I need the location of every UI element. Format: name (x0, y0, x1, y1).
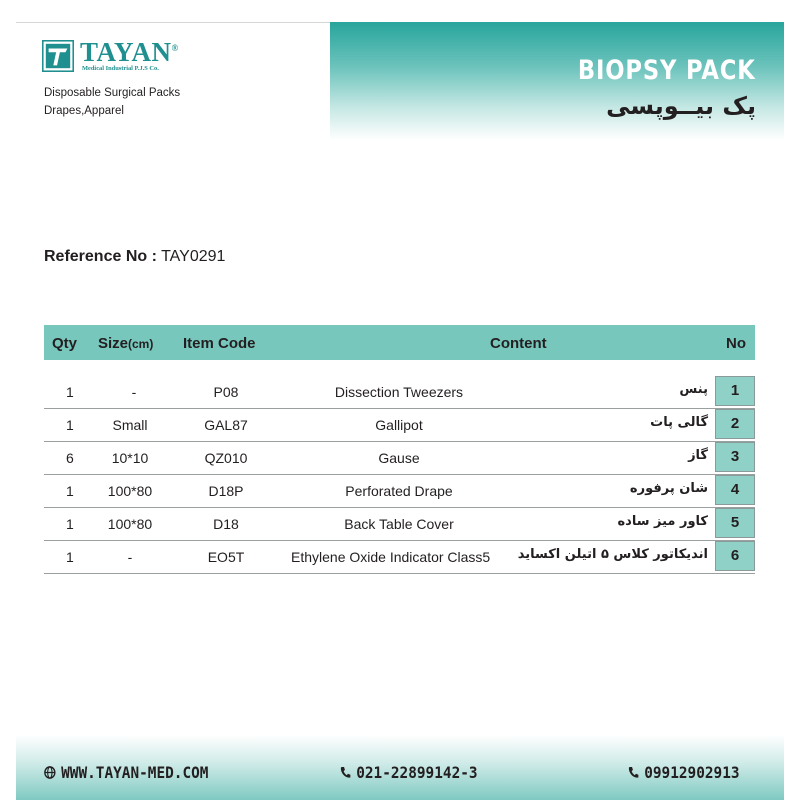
table-row: 1 100*80 D18 Back Table Cover کاور میز ساده 5 (44, 507, 755, 541)
header-size: Size(cm) (98, 335, 154, 352)
header-content: Content (490, 335, 547, 352)
row-number: 6 (715, 541, 755, 571)
row-item-code: D18P (208, 483, 244, 499)
table-row: 1 100*80 D18P Perforated Drape شان پرفوره 4 (44, 474, 755, 508)
row-content-persian: پنس (679, 382, 708, 397)
row-number: 5 (715, 508, 755, 538)
row-content: Dissection Tweezers (334, 384, 464, 400)
header-item-code: Item Code (183, 335, 256, 352)
phone-mobile[interactable] (628, 763, 740, 782)
row-size: - (127, 549, 133, 565)
phone-icon (340, 766, 351, 782)
row-content-persian: گاز (688, 448, 708, 463)
website-text: WWW.TAYAN-MED.COM (61, 763, 209, 782)
company-description-line-1: Disposable Surgical Packs (44, 87, 181, 99)
row-content-persian: گالی پات (650, 415, 708, 430)
row-size: 100*80 (107, 483, 153, 499)
row-content: Perforated Drape (345, 483, 453, 499)
phone-icon (628, 766, 639, 782)
company-description-line-2: Drapes,Apparel (44, 105, 124, 117)
row-content: Back Table Cover (344, 516, 454, 532)
reference-value: TAY0291 (161, 248, 226, 265)
row-content: Gallipot (375, 417, 423, 433)
table-row: 6 10*10 QZ010 Gause گاز 3 (44, 441, 755, 475)
row-item-code: D18 (213, 516, 239, 532)
reference-number (44, 248, 225, 266)
header-no: No (726, 335, 746, 352)
table-row: 1 Small GAL87 Gallipot گالی پات 2 (44, 408, 755, 442)
row-content: Ethylene Oxide Indicator Class5 (291, 549, 491, 565)
row-size: 10*10 (111, 450, 149, 466)
reference-label: Reference No : (44, 248, 157, 265)
row-size: 100*80 (107, 516, 153, 532)
website-link[interactable] (44, 763, 208, 782)
row-content: Gause (378, 450, 420, 466)
row-number: 1 (715, 376, 755, 406)
product-title-english: BIOPSY PACK (578, 55, 756, 86)
logo-wordmark: TAYAN® (80, 37, 179, 67)
product-title-persian: پک بیــوپسی (606, 92, 756, 120)
table-row: 1 - EO5T Ethylene Oxide Indicator Class5 اندیکاتور کلاس ۵ اتیلن اکساید 6 (44, 540, 755, 574)
row-item-code: QZ010 (204, 450, 248, 466)
row-item-code: EO5T (207, 549, 245, 565)
phone-mobile-text: 09912902913 (644, 763, 740, 782)
phone-landline[interactable] (340, 763, 478, 782)
tayan-logo-icon (42, 40, 74, 72)
row-content-persian: اندیکاتور کلاس ۵ اتیلن اکساید (517, 547, 708, 562)
logo-tagline: Medical Industrial P.J.S Co. (82, 65, 159, 72)
header-qty: Qty (52, 335, 78, 352)
row-item-code: GAL87 (204, 417, 248, 433)
phone-landline-text: 021-22899142-3 (356, 763, 478, 782)
row-content-persian: شان پرفوره (629, 481, 708, 496)
table-row: 1 - P08 Dissection Tweezers پنس 1 (44, 375, 755, 409)
table-header (44, 325, 755, 360)
row-content-persian: کاور میز ساده (617, 514, 708, 529)
row-number: 2 (715, 409, 755, 439)
row-number: 3 (715, 442, 755, 472)
row-number: 4 (715, 475, 755, 505)
row-item-code: P08 (213, 384, 239, 400)
row-size: Small (112, 417, 148, 433)
globe-icon (44, 766, 56, 782)
row-size: - (131, 384, 137, 400)
header-divider (16, 22, 330, 23)
